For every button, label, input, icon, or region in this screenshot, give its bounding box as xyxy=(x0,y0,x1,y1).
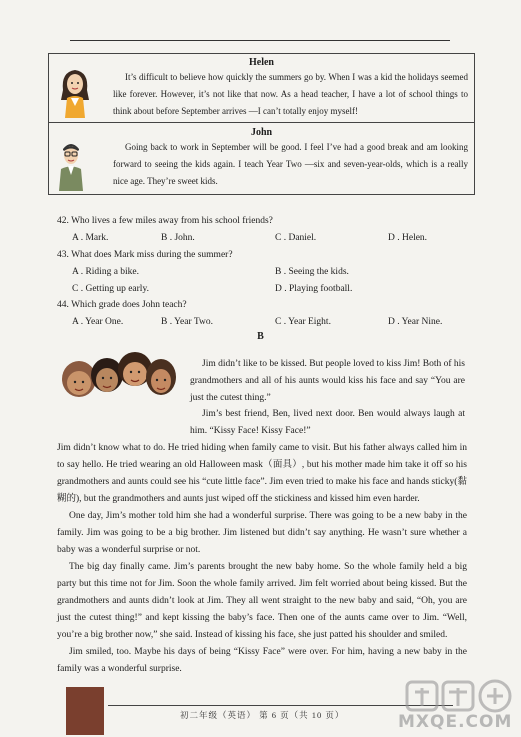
story-paragraph: Jim didn’t know what to do. He tried hiding when family came to visit. But his father always called him in to say hello. He tried wearing an old Halloween mask（面具）, but his mother made him take it off so his grandmothers and aunts could see his “cute little face”. Jim even tried to make his face and hands sticky(黏糊的), but the grandmothers and aunts just wiped off the stickiness and kissed him even harder. xyxy=(57,443,467,504)
profile-helen xyxy=(49,54,474,123)
question-stem: 42. Who lives a few miles away from his school friends? xyxy=(57,216,273,226)
kissing-family-illustration xyxy=(57,347,179,409)
option: C . Daniel. xyxy=(275,233,317,243)
option: C . Getting up early. xyxy=(72,284,149,294)
profile-name: John xyxy=(250,127,273,138)
profile-text: Going back to work in September will be good. I feel I’ve had a good break and am looking forward to seeing the kids again. I teach Year Two —six and seven-year-olds, which is a really nice age. They’re sweet kids. xyxy=(113,142,468,186)
profile-text: It’s difficult to believe how quickly the summers go by. When I was a kid the holidays seemed like forever. However, it’s not like that now. As a head teacher, I have a lot of school things to think about before September arrives —I can’t totally enjoy myself! xyxy=(113,72,468,116)
story-paragraph: Jim’s best friend, Ben, lived next door. Ben would always laugh at him. “Kissy Face! Kissy Face!” xyxy=(190,409,465,436)
option: B . Seeing the kids. xyxy=(275,267,349,277)
profile-name: Helen xyxy=(249,57,274,68)
option: A . Riding a bike. xyxy=(72,267,140,277)
section-label: B xyxy=(257,331,264,342)
option: D . Playing football. xyxy=(275,284,353,294)
page-info: 初二年级（英语） 第 6 页（共 10 页） xyxy=(180,710,345,720)
story-paragraph: The big day finally came. Jim’s parents brought the new baby home. So the whole family held a big party but this time not for Jim. Soon the whole family arrived. Jim felt worried about being kissed. But the grandmothers and aunts didn’t look at Jim. They all went straight to the new baby and said, “Oh, you are just the cutest thing!” and kept kissing the baby’s face. Then one of the aunts came over to Jim. “Well, you’re a big brother now,” she said. Instead of kissing his face, she just patted his shoulder and smiled. xyxy=(57,562,467,640)
watermark-logo-icon xyxy=(405,678,515,714)
story-paragraph: One day, Jim’s mother told him she had a wonderful surprise. There was going to be a new baby in the family. Jim was going to be a big brother. Jim listened but didn’t say anything. He wasn’t sure whether a baby was a wonderful surprise or not. xyxy=(57,511,467,555)
option: C . Year Eight. xyxy=(275,317,331,327)
helen-avatar-icon xyxy=(55,66,95,118)
option: D . Year Nine. xyxy=(388,317,443,327)
option: A . Year One. xyxy=(72,317,124,327)
top-rule xyxy=(70,40,450,41)
profile-john xyxy=(49,123,474,194)
option: B . John. xyxy=(161,233,195,243)
watermark-domain: MXQE.COM xyxy=(398,712,513,732)
footer-color-block xyxy=(66,687,104,735)
question-stem: 43. What does Mark miss during the summer? xyxy=(57,250,233,260)
option: B . Year Two. xyxy=(161,317,213,327)
footer-rule xyxy=(108,705,453,706)
john-avatar-icon xyxy=(55,139,87,191)
story-paragraph: Jim didn’t like to be kissed. But people loved to kiss Jim! Both of his grandmothers and all of his aunts would kiss his face and say “You are just the cutest thing.” xyxy=(190,359,465,403)
option: D . Helen. xyxy=(388,233,428,243)
story-paragraph: Jim smiled, too. Maybe his days of being “Kissy Face” were over. For him, having a new baby in the family was a wonderful surprise. xyxy=(57,647,467,674)
profiles-box xyxy=(48,53,475,195)
question-stem: 44. Which grade does John teach? xyxy=(57,300,187,310)
option: A . Mark. xyxy=(72,233,109,243)
